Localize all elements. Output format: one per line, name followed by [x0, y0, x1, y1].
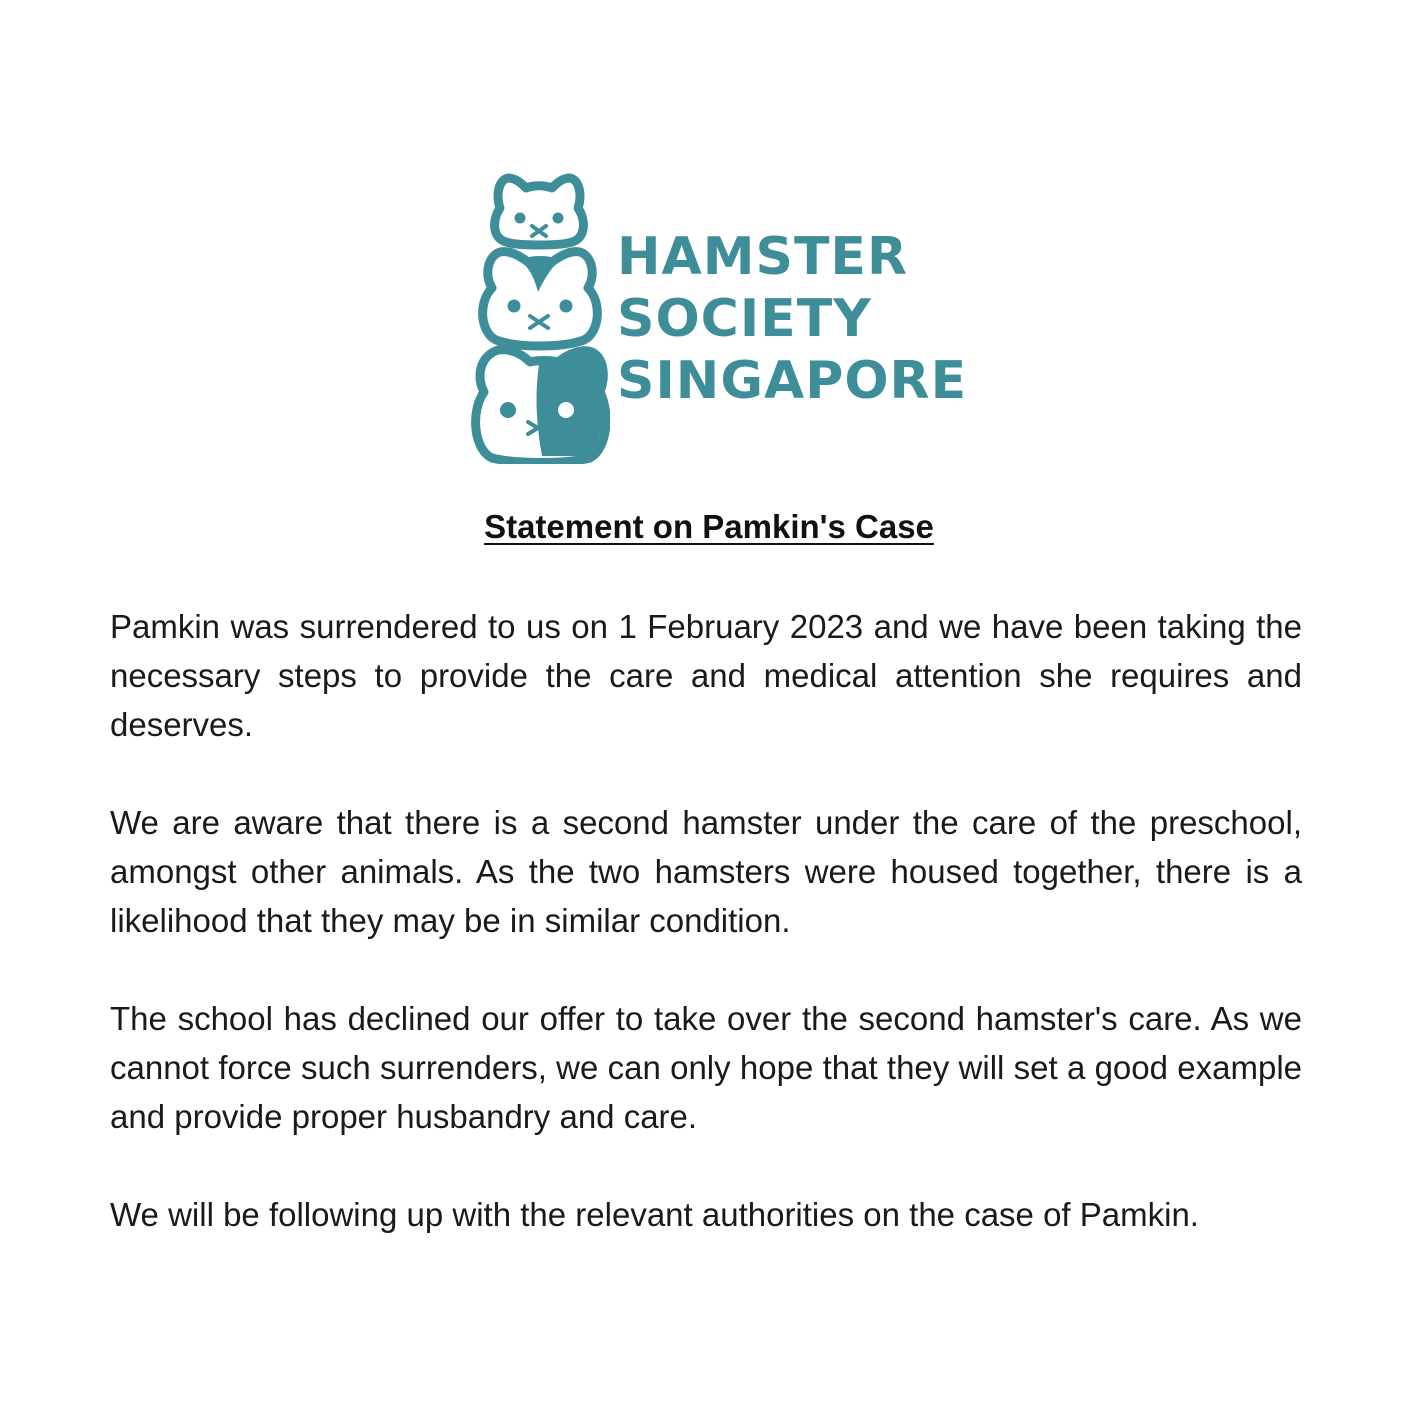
statement-heading	[0, 505, 1418, 549]
logo-wordmark	[617, 226, 967, 412]
statement-heading-text: Statement on Pamkin's Case	[484, 508, 934, 545]
hamster-stack-icon	[470, 172, 610, 464]
paragraph-1: Pamkin was surrendered to us on 1 February 2023 and we have been taking the necessary steps to provide the care and medical attention she requires and deserves.	[110, 608, 1302, 743]
paragraph-3: The school has declined our offer to take over the second hamster's care. As we cannot force such surrenders, we can only hope that they will set a good example and provide proper husbandry and care.	[110, 1000, 1302, 1135]
paragraph-4: We will be following up with the relevant authorities on the case of Pamkin.	[110, 1196, 1199, 1233]
organization-logo	[470, 172, 968, 464]
logo-line-singapore: SINGAPORE	[617, 351, 968, 411]
statement-body	[110, 602, 1302, 1239]
paragraph-2: We are aware that there is a second hamster under the care of the preschool, amongst other animals. As the two hamsters were housed together, there is a likelihood that they may be in similar condition.	[110, 804, 1302, 939]
logo-line-hamster: HAMSTER	[617, 227, 908, 287]
logo-line-society: SOCIETY	[617, 289, 872, 349]
